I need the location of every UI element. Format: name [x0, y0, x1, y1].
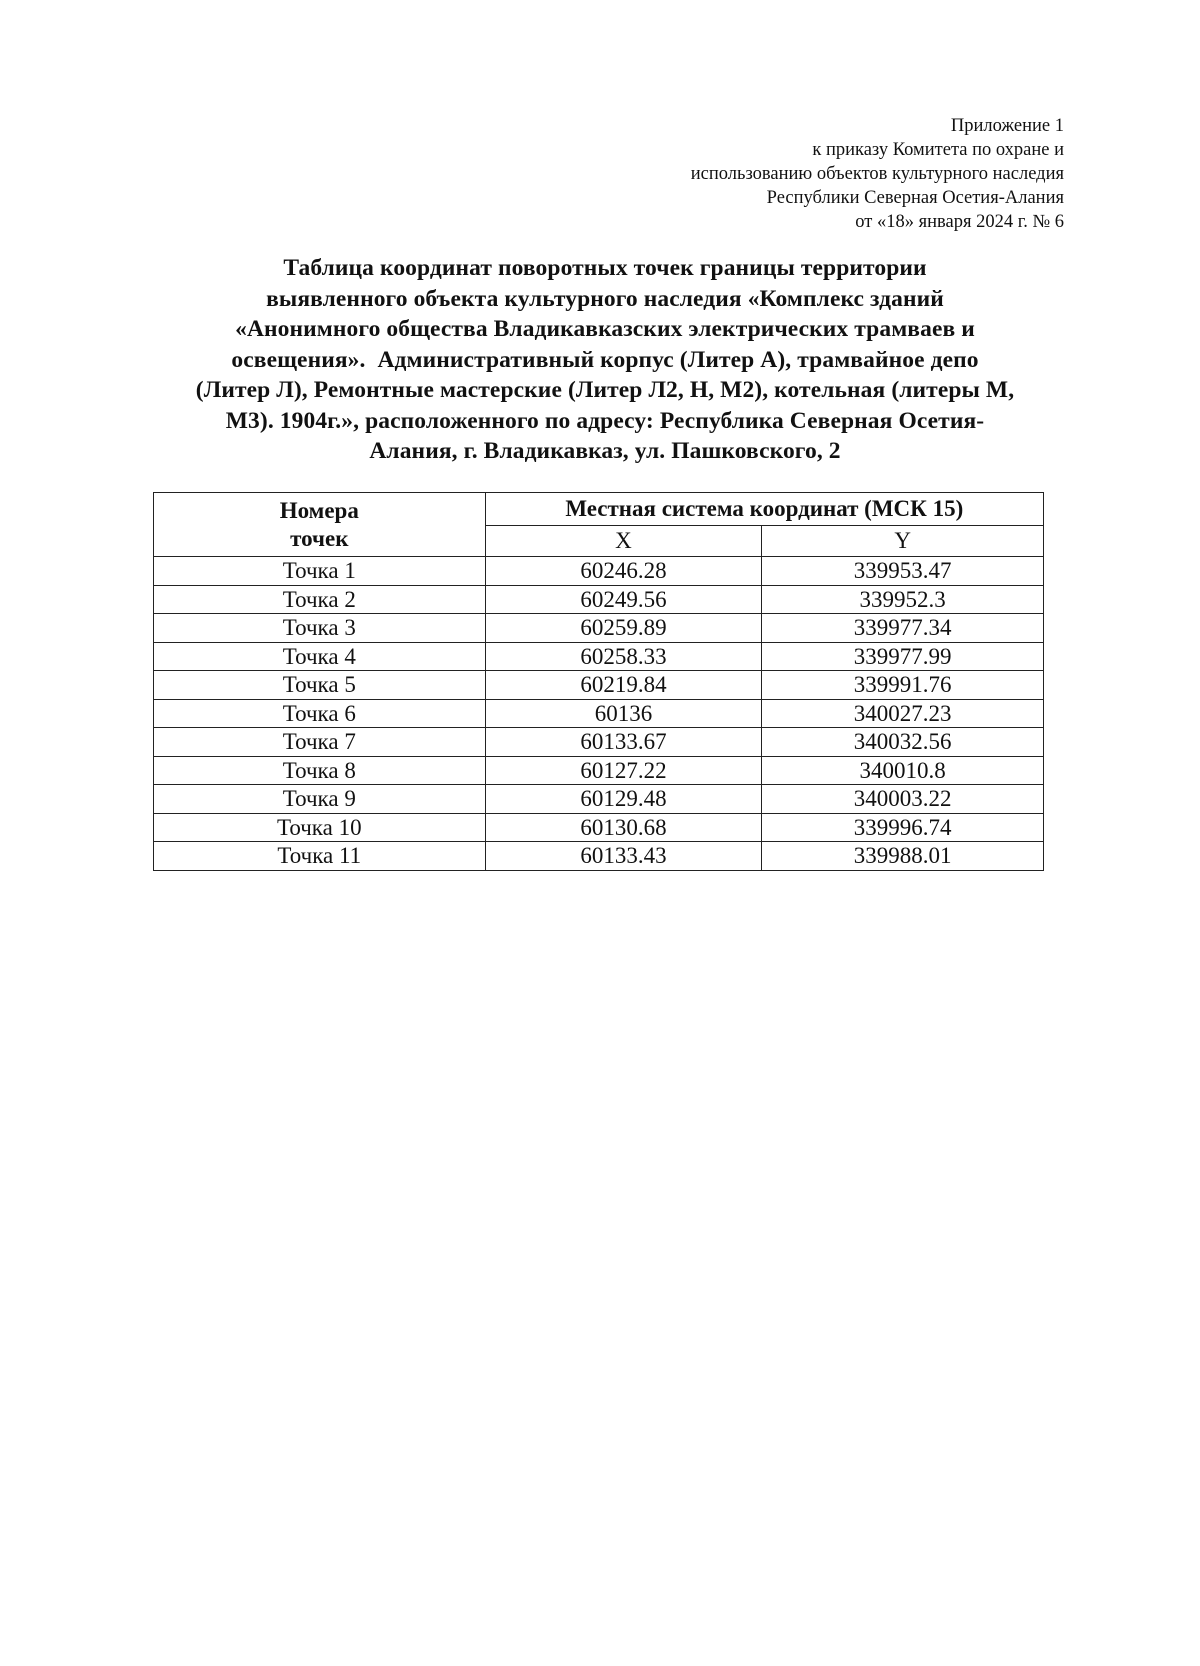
point-cell: Точка 6: [154, 699, 486, 728]
point-cell: Точка 1: [154, 557, 486, 586]
y-cell: 339991.76: [762, 671, 1044, 700]
x-cell: 60246.28: [485, 557, 762, 586]
x-cell: 60133.43: [485, 842, 762, 871]
title-line: М3). 1904г.», расположенного по адресу: Республика Северная Осетия-: [225, 407, 985, 434]
y-cell: 339988.01: [762, 842, 1044, 871]
y-cell: 339952.3: [762, 585, 1044, 614]
point-cell: Точка 4: [154, 642, 486, 671]
appendix-line: использованию объектов культурного наследия: [690, 164, 1064, 184]
appendix-line: к приказу Комитета по охране и: [812, 140, 1064, 160]
point-cell: Точка 11: [154, 842, 486, 871]
point-cell: Точка 3: [154, 614, 486, 643]
x-cell: 60136: [485, 699, 762, 728]
x-cell: 60130.68: [485, 813, 762, 842]
table-row: [154, 785, 1044, 814]
title-line: «Анонимного общества Владикавказских электрических трамваев и: [235, 316, 975, 342]
y-cell: 339977.99: [762, 642, 1044, 671]
x-cell: 60129.48: [485, 785, 762, 814]
table-row: [154, 642, 1044, 671]
y-cell: 340027.23: [762, 699, 1044, 728]
appendix-line: Республики Северная Осетия-Алания: [766, 188, 1064, 208]
header-coordinate-system: Местная система координат (МСК 15): [485, 493, 1043, 526]
table-row: [154, 813, 1044, 842]
point-cell: Точка 7: [154, 728, 486, 757]
y-cell: 339977.34: [762, 614, 1044, 643]
table-header: [154, 493, 1044, 557]
table-row: [154, 614, 1044, 643]
y-cell: 340032.56: [762, 728, 1044, 757]
y-cell: 340010.8: [762, 756, 1044, 785]
x-cell: 60133.67: [485, 728, 762, 757]
x-cell: 60259.89: [485, 614, 762, 643]
x-cell: 60219.84: [485, 671, 762, 700]
header-y: Y: [762, 526, 1044, 557]
point-cell: Точка 2: [154, 585, 486, 614]
header-point-numbers: [154, 493, 486, 557]
table-row: [154, 557, 1044, 586]
table-row: [154, 842, 1044, 871]
point-cell: Точка 8: [154, 756, 486, 785]
table-row: [154, 671, 1044, 700]
title-line: (Литер Л), Ремонтные мастерские (Литер Л2, Н, М2), котельная (литеры М,: [195, 377, 1015, 403]
title-line: Таблица координат поворотных точек границы территории: [283, 255, 927, 281]
point-cell: Точка 10: [154, 813, 486, 842]
x-cell: 60258.33: [485, 642, 762, 671]
appendix-note: [691, 114, 1064, 234]
table-row: [154, 756, 1044, 785]
document-title: [150, 253, 1060, 467]
title-line: Алания, г. Владикавказ, ул. Пашковского, 2: [369, 438, 841, 464]
y-cell: 340003.22: [762, 785, 1044, 814]
header-point-numbers-line2: точек: [290, 525, 349, 551]
table-row: [154, 728, 1044, 757]
header-point-numbers-line1: Номера: [279, 497, 359, 523]
appendix-line: от «18» января 2024 г. № 6: [855, 212, 1064, 232]
y-cell: 339996.74: [762, 813, 1044, 842]
appendix-line: Приложение 1: [950, 116, 1064, 136]
coordinates-table: [153, 492, 1044, 871]
x-cell: 60249.56: [485, 585, 762, 614]
title-line: освещения». Административный корпус (Литер А), трамвайное депо: [231, 346, 979, 373]
x-cell: 60127.22: [485, 756, 762, 785]
y-cell: 339953.47: [762, 557, 1044, 586]
table-row: [154, 585, 1044, 614]
table-row: [154, 699, 1044, 728]
point-cell: Точка 9: [154, 785, 486, 814]
title-line: выявленного объекта культурного наследия «Комплекс зданий: [266, 285, 944, 312]
table-body: [154, 557, 1044, 871]
point-cell: Точка 5: [154, 671, 486, 700]
header-x: X: [485, 526, 762, 557]
